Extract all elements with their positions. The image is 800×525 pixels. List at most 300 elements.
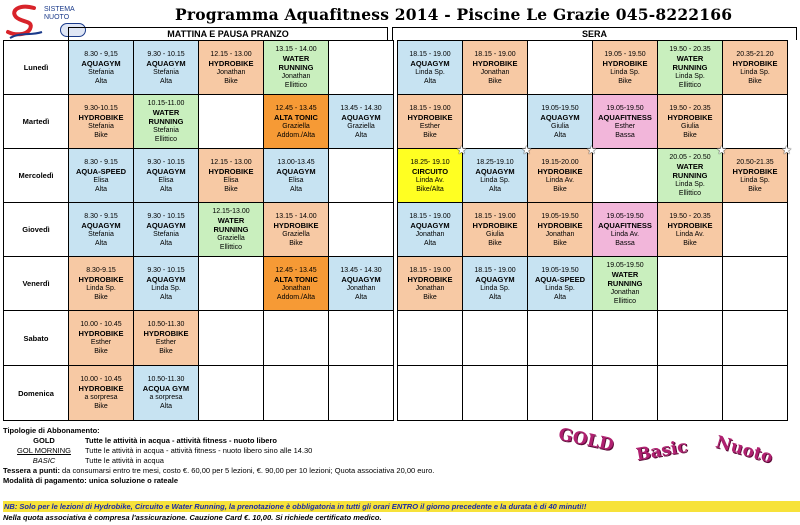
slot-content [70, 258, 132, 309]
day-label: Sabato [4, 311, 69, 366]
empty-slot [329, 366, 394, 421]
day-row [4, 311, 788, 366]
slot-class: HYDROBIKE [732, 166, 778, 176]
legend-heading: Tipologie di Abbonamento: [3, 426, 100, 435]
slot-detail: Bike [94, 403, 108, 410]
slot-class: HYDROBIKE [78, 112, 124, 122]
slot-class: HYDROBIKE [208, 58, 254, 68]
slot-class: AQUAGYM [146, 274, 186, 284]
slot-detail: Jonathan [281, 284, 311, 292]
slot-class: HYDROBIKE [143, 329, 189, 338]
slot-detail: Giulia [551, 122, 569, 130]
class-slot [264, 257, 329, 311]
slot-detail: Bike [683, 131, 697, 139]
empty-slot [593, 311, 658, 366]
slot-detail: Ellittico [154, 136, 178, 143]
empty-slot [329, 41, 394, 95]
slot-detail: Giulia [486, 230, 504, 238]
slot-time: 19.05-19.50 [606, 262, 644, 269]
slot-detail: Bike [289, 239, 303, 247]
slot-time: 13.00-13.45 [277, 158, 315, 166]
class-slot [69, 257, 134, 311]
slot-detail: Linda Av. [675, 230, 705, 238]
class-slot [69, 366, 134, 421]
slot-detail: Jonathan [216, 68, 246, 76]
slot-time: 18.25-19.10 [476, 158, 514, 166]
empty-slot [593, 149, 658, 203]
slot-class: RUNNING [672, 171, 708, 180]
legend-payment: Modalità di pagamento: unica soluzione o rateale [3, 476, 179, 485]
day-row [4, 366, 788, 421]
empty-slot [264, 311, 329, 366]
slot-detail: Linda Sp. [675, 73, 705, 80]
slot-content [594, 96, 656, 147]
slot-detail: Jonathan [346, 284, 376, 292]
slot-content [135, 258, 197, 309]
class-slot [69, 311, 134, 366]
slot-content [399, 143, 467, 201]
slot-class: AQUA-SPEED [75, 166, 126, 176]
slot-detail: a sorpresa [84, 394, 118, 401]
slot-detail: Linda Sp. [610, 68, 640, 76]
slot-class: WATER [217, 216, 245, 225]
class-slot [199, 203, 264, 257]
slot-class: AQUAGYM [410, 58, 450, 68]
class-slot [69, 41, 134, 95]
slot-detail: Ellittico [678, 82, 702, 89]
logo-line2: NUOTO [44, 14, 70, 21]
class-slot [398, 143, 467, 203]
empty-slot [658, 257, 723, 311]
slot-class: AQUAGYM [146, 220, 186, 230]
empty-slot [463, 311, 528, 366]
slot-time: 19.50 - 20.35 [669, 104, 711, 112]
class-slot [463, 203, 528, 257]
slot-class: ALTA TONIC [274, 112, 318, 122]
empty-slot [398, 366, 463, 421]
slot-content [70, 150, 132, 201]
class-slot [398, 95, 463, 149]
slot-detail: Ellittico [284, 82, 308, 89]
day-label: Martedì [4, 95, 69, 149]
class-slot [134, 366, 199, 421]
slot-time: 19.50 - 20.35 [669, 212, 711, 220]
slot-time: 13.45 - 14.30 [340, 104, 382, 112]
slot-class: ALTA TONIC [274, 274, 318, 284]
slot-class: AQUAGYM [341, 274, 381, 284]
empty-slot [593, 366, 658, 421]
slot-detail: Linda Sp. [480, 284, 510, 292]
slot-class: AQUAGYM [81, 58, 121, 68]
slot-detail: Linda Sp. [740, 68, 770, 76]
empty-slot [199, 311, 264, 366]
slot-content [529, 143, 597, 201]
class-slot [199, 41, 264, 95]
day-label: Mercoledì [4, 149, 69, 203]
slot-time: 10.00 - 10.45 [80, 376, 122, 383]
legend-tessera-label: Tessera a punti: [3, 466, 60, 475]
slot-detail: Elisa [288, 176, 304, 184]
slot-time: 10.00 - 10.45 [80, 321, 122, 328]
slot-class: RUNNING [672, 63, 708, 72]
slot-class: AQUAGYM [146, 58, 186, 68]
sistema-nuoto-logo-icon [4, 2, 44, 40]
class-slot [463, 257, 528, 311]
slot-class: RUNNING [278, 63, 314, 72]
slot-time: 13.45 - 14.30 [340, 266, 382, 274]
logo-text [44, 6, 75, 22]
slot-content [464, 42, 526, 93]
slot-time: 19.05-19.50 [606, 104, 644, 112]
slot-detail: Ellittico [613, 298, 637, 305]
slot-content [399, 258, 461, 309]
slot-content [330, 42, 392, 93]
slot-detail: Bike [488, 239, 502, 247]
slot-class: CIRCUITO [411, 166, 449, 176]
slot-content [659, 312, 721, 364]
class-slot [658, 95, 723, 149]
slot-class: HYDROBIKE [273, 220, 319, 230]
slot-class: AQUAFITNESS [598, 220, 652, 230]
legend-gm-desc: Tutte le attività in acqua - attività fitness - nuoto libero sino alle 14.30 [85, 446, 313, 455]
legend-gm-key: GOL MORNING [17, 446, 71, 455]
star-icon: ★ [716, 143, 727, 157]
class-slot [329, 257, 394, 311]
slot-class: HYDROBIKE [472, 220, 518, 230]
slot-time: 9.30 - 10.15 [147, 212, 185, 220]
slot-detail: Stefania [88, 230, 114, 238]
slot-class: AQUAGYM [81, 220, 121, 230]
slot-time: 12.15 - 13.00 [210, 158, 252, 166]
empty-slot [264, 366, 329, 421]
class-slot [463, 41, 528, 95]
slot-detail: Stefania [88, 122, 114, 130]
empty-slot [528, 41, 593, 95]
slot-detail: a sorpresa [149, 394, 183, 401]
slot-content [529, 42, 591, 93]
slot-detail: Alta [94, 239, 108, 247]
slot-content [399, 312, 461, 364]
empty-slot [199, 95, 264, 149]
slot-class: AQUAGYM [410, 220, 450, 230]
slot-class: HYDROBIKE [78, 274, 124, 284]
slot-detail: Bike [423, 131, 437, 139]
class-slot [264, 41, 329, 95]
slot-detail: Elisa [223, 176, 239, 184]
legend-gold-key: GOLD [33, 436, 55, 445]
slot-time: 19.05-19.50 [541, 266, 579, 274]
slot-content [200, 96, 262, 147]
slot-content [529, 204, 591, 255]
slot-detail: Bike [748, 185, 762, 193]
slot-class: AQUAGYM [475, 166, 515, 176]
slot-detail: Elisa [158, 176, 174, 184]
slot-time: 20.35-21.20 [736, 50, 774, 58]
empty-slot [199, 366, 264, 421]
slot-class: WATER [611, 270, 639, 279]
slot-content [265, 204, 327, 255]
slot-detail: Alta [159, 293, 173, 301]
slot-detail: Jonathan [610, 289, 640, 296]
slot-content [135, 150, 197, 201]
slot-content [659, 96, 721, 147]
slot-time: 19.50 - 20.35 [669, 46, 711, 53]
class-slot [398, 41, 463, 95]
slot-time: 12.15 - 13.00 [210, 50, 252, 58]
class-slot [199, 149, 264, 203]
class-slot [134, 95, 199, 149]
slot-detail: Alta [289, 185, 303, 193]
slot-class: HYDROBIKE [732, 58, 778, 68]
slot-content [200, 367, 262, 419]
slot-detail: Alta [423, 77, 437, 85]
class-slot [723, 41, 788, 95]
slot-time: 10.50-11.30 [147, 321, 185, 328]
slot-detail: Jonathan [281, 73, 311, 80]
slot-detail: Bassa [615, 239, 635, 247]
section-evening: SERA [392, 27, 797, 40]
slot-time: 18.15 - 19.00 [474, 50, 516, 58]
slot-detail: Jonathan [415, 284, 445, 292]
slot-detail: Ellittico [219, 244, 243, 251]
slot-detail: Alta [354, 293, 368, 301]
slot-time: 10.15-11.00 [147, 100, 185, 107]
slot-detail: Linda Sp. [415, 68, 445, 76]
class-slot [134, 257, 199, 311]
decor-nuoto-text: Nuoto [713, 432, 776, 468]
slot-time: 18.15 - 19.00 [474, 266, 516, 274]
slot-detail: Linda Av. [545, 176, 575, 184]
empty-slot [658, 311, 723, 366]
slot-content [135, 96, 197, 147]
class-slot [69, 149, 134, 203]
slot-content [70, 42, 132, 93]
slot-content [594, 42, 656, 93]
empty-slot [528, 311, 593, 366]
legend-basic-desc: Tutte le attività in acqua [85, 456, 164, 465]
day-row [4, 203, 788, 257]
slot-detail: Linda Sp. [151, 284, 181, 292]
slot-content [399, 42, 461, 93]
slot-detail: Alta [159, 77, 173, 85]
legend-tessera-row [3, 466, 793, 476]
class-slot [134, 311, 199, 366]
slot-class: HYDROBIKE [208, 166, 254, 176]
class-slot [134, 41, 199, 95]
empty-slot [723, 95, 788, 149]
legend-gold-desc: Tutte le attività in acqua - attività fitness - nuoto libero [85, 436, 277, 445]
slot-time: 13.15 - 14.00 [275, 46, 317, 53]
slot-content [70, 367, 132, 419]
slot-content [659, 367, 721, 419]
class-slot [264, 95, 329, 149]
slot-class: HYDROBIKE [667, 220, 713, 230]
slot-class: HYDROBIKE [472, 58, 518, 68]
slot-detail: Alta [553, 293, 567, 301]
slot-content [200, 258, 262, 309]
slot-detail: Alta [423, 239, 437, 247]
class-slot [398, 257, 463, 311]
slot-content [724, 204, 786, 255]
slot-detail: Linda Sp. [480, 176, 510, 184]
slot-time: 19.05 - 19.50 [604, 50, 646, 58]
legend-basic-key: BASIC [32, 456, 56, 465]
slot-detail: Graziella [217, 235, 245, 242]
slot-content [659, 143, 727, 201]
slot-time: 20.50-21.35 [736, 158, 774, 166]
slot-content [265, 312, 327, 364]
slot-detail: Stefania [88, 68, 114, 76]
slot-time: 18.15 - 19.00 [409, 50, 451, 58]
slot-content [70, 96, 132, 147]
slot-content [529, 258, 591, 309]
class-slot [593, 203, 658, 257]
slot-detail: Linda Av. [610, 230, 640, 238]
legend-tessera-desc: da consumarsi entro tre mesi, costo €. 60,00 per 5 lezioni, €. 90,00 per 10 lezioni; Quota associativa 20,00 euro. [59, 466, 435, 475]
class-slot [528, 143, 597, 203]
slot-content [200, 150, 262, 201]
slot-content [464, 312, 526, 364]
class-slot [593, 41, 658, 95]
empty-slot [199, 257, 264, 311]
slot-detail: Bike [224, 185, 238, 193]
slot-content [594, 150, 656, 201]
slot-content [399, 367, 461, 419]
slot-class: HYDROBIKE [407, 112, 453, 122]
decor-basic-text: Basic [634, 436, 690, 466]
class-slot [463, 143, 532, 203]
slot-detail: Alta [159, 403, 173, 410]
slot-detail: Bike [553, 185, 567, 193]
slot-content [265, 258, 327, 309]
slot-time: 8.30 - 9,15 [84, 50, 118, 58]
slot-content [464, 367, 526, 419]
slot-time: 12.45 - 13.45 [275, 104, 317, 112]
slot-class: HYDROBIKE [537, 220, 583, 230]
slot-content [464, 143, 532, 201]
slot-time: 10.50-11.30 [147, 376, 185, 383]
empty-slot [463, 366, 528, 421]
slot-class: HYDROBIKE [407, 274, 453, 284]
slot-content [659, 42, 721, 93]
slot-detail: Alta [94, 77, 108, 85]
class-slot [528, 203, 593, 257]
logo-line1: SISTEMA [44, 6, 75, 13]
class-slot [264, 203, 329, 257]
empty-slot [723, 203, 788, 257]
slot-time: 19.05-19.50 [541, 212, 579, 220]
slot-class: RUNNING [213, 225, 249, 234]
slot-content [135, 367, 197, 419]
slot-content [594, 258, 656, 309]
class-slot [528, 95, 593, 149]
slot-content [529, 312, 591, 364]
slot-time: 9.30 - 10.15 [147, 158, 185, 166]
slot-time: 8.30-9.15 [86, 266, 116, 274]
slot-detail: Alta [553, 131, 567, 139]
slot-detail: Bike/Alta [416, 185, 444, 193]
slot-content [399, 204, 461, 255]
slot-class: HYDROBIKE [78, 384, 124, 393]
slot-time: 18.15 - 19.00 [474, 212, 516, 220]
slot-content [399, 96, 461, 147]
class-slot [658, 203, 723, 257]
star-icon: ★ [586, 143, 597, 157]
slot-class: AQUAFITNESS [598, 112, 652, 122]
slot-time: 18.15 - 19.00 [409, 266, 451, 274]
slot-content [464, 258, 526, 309]
slot-class: AQUAGYM [276, 166, 316, 176]
slot-detail: Bassa [615, 131, 635, 139]
class-slot [593, 257, 658, 311]
slot-class: HYDROBIKE [667, 112, 713, 122]
class-slot [398, 203, 463, 257]
slot-detail: Elisa [93, 176, 109, 184]
slot-detail: Stefania [153, 68, 179, 76]
slot-time: 13.15 - 14.00 [275, 212, 317, 220]
slot-content [659, 204, 721, 255]
empty-slot [658, 366, 723, 421]
slot-detail: Stefania [153, 230, 179, 238]
slot-time: 9.30 - 10.15 [147, 266, 185, 274]
class-slot [723, 143, 792, 203]
slot-content [659, 258, 721, 309]
star-icon: ★ [781, 143, 792, 157]
slot-detail: Linda Sp. [740, 176, 770, 184]
star-icon: ★ [456, 143, 467, 157]
slot-time: 18.25- 19.10 [410, 158, 450, 166]
slot-content [330, 150, 392, 201]
slot-detail: Jonathan [545, 230, 575, 238]
slot-content [265, 96, 327, 147]
slot-detail: Esther [90, 339, 112, 346]
slot-detail: Alta [94, 185, 108, 193]
page-title: Programma Aquafitness 2014 - Piscine Le Grazie 045-8222166 [175, 5, 733, 24]
slot-time: 19.05-19.50 [541, 104, 579, 112]
slot-detail: Linda Sp. [675, 181, 705, 188]
slot-class: ACQUA GYM [142, 384, 190, 393]
slot-detail: Ellittico [678, 190, 702, 197]
class-slot [264, 149, 329, 203]
empty-slot [398, 311, 463, 366]
slot-class: AQUA-SPEED [534, 274, 585, 284]
slot-class: AQUAGYM [341, 112, 381, 122]
slot-detail: Jonathan [415, 230, 445, 238]
slot-time: 8.30 - 9.15 [84, 158, 118, 166]
day-row [4, 41, 788, 95]
slot-time: 12.45 - 13.45 [275, 266, 317, 274]
slot-content [529, 96, 591, 147]
slot-content [135, 312, 197, 364]
schedule-table [3, 40, 792, 421]
slot-content [330, 367, 392, 419]
decor-gold-text: GOLD [556, 424, 616, 456]
slot-class: AQUAGYM [475, 274, 515, 284]
slot-class: WATER [676, 54, 704, 63]
slot-class: HYDROBIKE [78, 329, 124, 338]
slot-detail: Alta [354, 131, 368, 139]
empty-slot [329, 203, 394, 257]
slot-content [330, 204, 392, 255]
slot-content [724, 143, 792, 201]
slot-class: AQUAGYM [146, 166, 186, 176]
slot-detail: Jonathan [480, 68, 510, 76]
slot-time: 8.30 - 9.15 [84, 212, 118, 220]
day-row [4, 149, 788, 203]
slot-class: HYDROBIKE [537, 166, 583, 176]
slot-content [200, 312, 262, 364]
slot-class: RUNNING [148, 117, 184, 126]
